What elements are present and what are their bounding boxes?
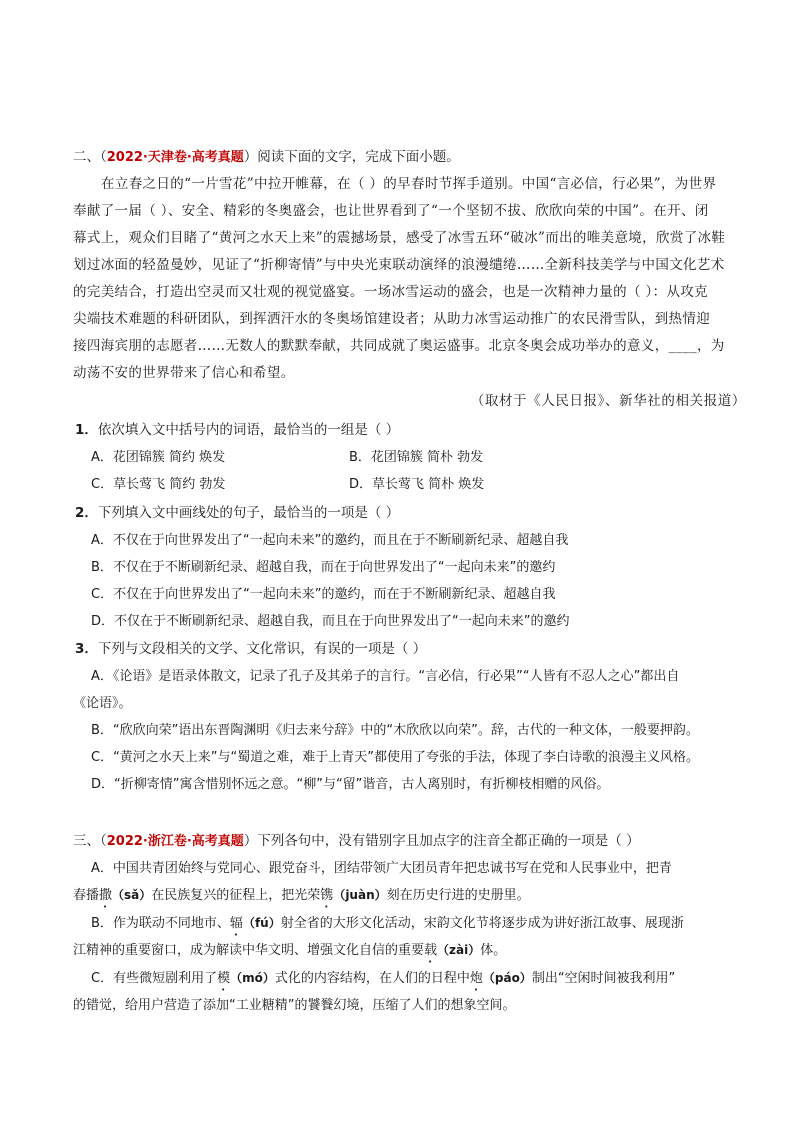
pinyin: （fú） (242, 916, 281, 930)
passage-line: 动荡不安的世界带来了信心和希望。 (73, 365, 295, 381)
q3-option-b[interactable]: B．“欣欣向荣”语出东晋陶渊明《归去来兮辞》中的“木欣欣以向荣”。辞，古代的一种文体，一般要押韵。 (91, 723, 699, 738)
q2-option-a[interactable]: A．不仅在于向世界发出了“一起向未来”的邀约，而且在于不断刷新纪录、超越自我 (91, 533, 569, 548)
passage-line: 的完美结合，打造出空灵而又壮观的视觉盛宴。一场冰雪运动的盛会，也是一次精神力量的（ ）：从攻克 (73, 284, 708, 300)
dotted-char: 镌 (320, 888, 334, 903)
q1-option-b[interactable]: B．花团锦簇 简朴 勃发 (349, 450, 484, 465)
pinyin: （juàn） (333, 888, 387, 902)
passage-line: 接四海宾朋的志愿者……无数人的默默奉献，共同成就了奥运盛事。北京冬奥会成功举办的意义，____，为 (73, 338, 725, 354)
s3-option-b-cont: 江精神的重要窗口，成为解读中华文明、增强文化自信的重要载（zài）体。 (73, 943, 507, 958)
passage-line: 在立春之日的“一片雪花”中拉开帷幕，在（ ）的早春时节挥手道别。中国“言必信，行必果”，为世界 (101, 176, 717, 192)
passage-line: 奉献了一届（ ）、安全、精彩的冬奥盛会，也让世界看到了“一个坚韧不拔、欣欣向荣的中国”。在开、闭 (73, 203, 709, 219)
q3-option-d[interactable]: D．“折柳寄情”寓含惜别怀远之意。“柳”与“留”谐音，古人离别时，有折柳枝相赠的风俗。 (91, 777, 610, 792)
s3-option-b[interactable]: B．作为联动不同地市、辐（fú）射全省的大形文化活动，宋韵文化节将逐步成为讲好浙江故事、展现浙 (91, 916, 684, 931)
q3-option-a[interactable]: A．《论语》是语录体散文，记录了孔子及其弟子的言行。“言必信，行必果”“人皆有不忍人之心”都出自 (91, 669, 680, 684)
dotted-char: 模 (217, 971, 231, 986)
section-3-heading: 三、（2022·浙江卷·高考真题）下列各句中，没有错别字且加点字的注音全都正确的一项是（ ） (73, 833, 640, 849)
q1-option-c[interactable]: C．草长莺飞 简约 勃发 (91, 477, 226, 492)
passage-line: 尖端技术难题的科研团队，到挥洒汗水的冬奥场馆建设者；从助力冰雪运动推广的农民滑雪队，到热情迎 (73, 311, 711, 327)
s3-option-a-cont: 春播撒（sǎ）在民族复兴的征程上，把光荣镌（juàn）刻在历史行进的史册里。 (73, 888, 530, 903)
q1-option-a[interactable]: A．花团锦簇 简约 焕发 (91, 450, 226, 465)
s3-option-a[interactable]: A．中国共青团始终与党同心、跟党奋斗，团结带领广大团员青年把忠诚书写在党和人民事业中，把青 (91, 861, 672, 876)
pinyin: （páo） (482, 971, 532, 985)
passage-line: 幕式上，观众们目睹了“黄河之水天上来”的震撼场景，感受了冰雪五环“破冰”而出的唯美意境，欣赏了冰鞋 (73, 230, 726, 246)
q2-option-b[interactable]: B．不仅在于不断刷新纪录、超越自我，而在于向世界发出了“一起向未来”的邀约 (91, 560, 556, 575)
pinyin: （zài） (437, 943, 481, 957)
q3-option-a-cont: 《论语》。 (73, 696, 132, 711)
s3-option-c[interactable]: C．有些微短剧利用了模（mó）式化的内容结构，在人们的日程中炮（páo）制出“空闲时间被我利用” (91, 971, 676, 986)
passage-attribution: （取材于《人民日报》、新华社的相关报道） (470, 393, 746, 409)
section-3-source: 2022·浙江卷·高考真题 (106, 834, 244, 849)
q3-option-c[interactable]: C．“黄河之水天上来”与“蜀道之难，难于上青天”都使用了夸张的手法，体现了李白诗歌的浪漫主义风格。 (91, 750, 700, 765)
dotted-char: 撒 (99, 888, 113, 903)
s3-option-c-cont: 的错觉，给用户营造了添加“工业糖精”的饕餮幻境，压缩了人们的想象空间。 (73, 998, 516, 1013)
section-2-heading: 二、（2022·天津卷·高考真题）阅读下面的文字，完成下面小题。 (73, 149, 460, 165)
dotted-char: 辐 (229, 916, 243, 931)
section-2-source: 2022·天津卷·高考真题 (106, 150, 244, 165)
q1-option-d[interactable]: D．草长莺飞 简朴 焕发 (349, 477, 485, 492)
q2-option-d[interactable]: D．不仅在于不断刷新纪录、超越自我，而且在于向世界发出了“一起向未来”的邀约 (91, 614, 570, 629)
passage-line: 划过冰面的轻盈曼妙，见证了“折柳寄情”与中央光束联动演绎的浪漫缱绻……全新科技美学与中国文化艺术 (73, 257, 725, 273)
question-3: 3．下列与文段相关的文学、文化常识，有误的一项是（ ） (75, 641, 427, 657)
dotted-char: 载 (424, 943, 438, 958)
q2-option-c[interactable]: C．不仅在于向世界发出了“一起向未来”的邀约，而在于不断刷新纪录、超越自我 (91, 587, 556, 602)
dotted-char: 炮 (469, 971, 483, 986)
pinyin: （mó） (230, 971, 275, 985)
question-2: 2．下列填入文中画线处的句子，最恰当的一项是（ ） (75, 505, 400, 521)
pinyin: （sǎ） (112, 888, 152, 902)
question-1: 1．依次填入文中括号内的词语，最恰当的一组是（ ） (75, 422, 400, 438)
